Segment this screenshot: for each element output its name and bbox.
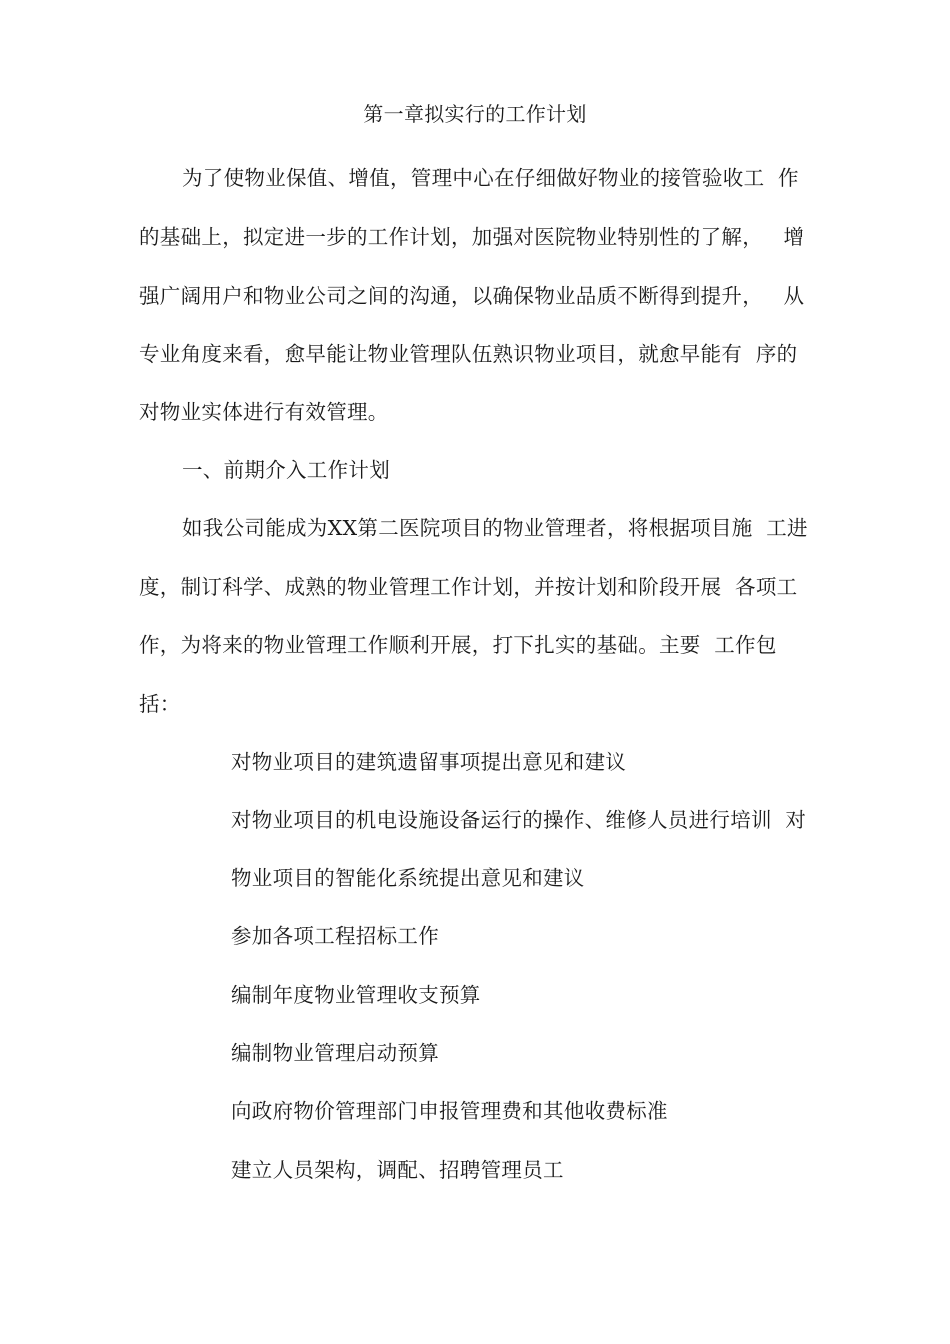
intro-line: 专业角度来看，愈早能让物业管理队伍熟识物业项目，就愈早能有 序的 [139,342,798,366]
page-title: 第一章拟实行的工作计划 [363,102,587,126]
section-line: 括： [139,692,181,716]
list-item: 物业项目的智能化系统提出意见和建议 [231,866,585,890]
section-line: 作，为将来的物业管理工作顺利开展，打下扎实的基础。主要 工作包 [139,633,777,657]
list-item: 对物业项目的机电设施设备运行的操作、维修人员进行培训 对 [231,808,807,832]
list-item: 参加各项工程招标工作 [231,924,439,948]
section-line: 度，制订科学、成熟的物业管理工作计划，并按计划和阶段开展 各项工 [139,575,798,599]
section-line: 如我公司能成为XX第二医院项目的物业管理者，将根据项目施 工进 [182,516,808,540]
list-item: 向政府物价管理部门申报管理费和其他收费标准 [231,1099,668,1123]
list-item: 对物业项目的建筑遗留事项提出意见和建议 [231,750,627,774]
intro-line: 强广阔用户和物业公司之间的沟通，以确保物业品质不断得到提升， 从 [139,284,805,308]
list-item: 编制物业管理启动预算 [231,1041,439,1065]
intro-line: 对物业实体进行有效管理。 [139,400,389,424]
list-item: 编制年度物业管理收支预算 [231,983,481,1007]
list-item: 建立人员架构，调配、招聘管理员工 [231,1158,564,1182]
intro-line: 为了使物业保值、增值，管理中心在仔细做好物业的接管验收工 作 [182,166,799,190]
section-heading: 一、前期介入工作计划 [182,458,390,482]
intro-line: 的基础上，拟定进一步的工作计划，加强对医院物业特别性的了解， 增 [139,225,805,249]
